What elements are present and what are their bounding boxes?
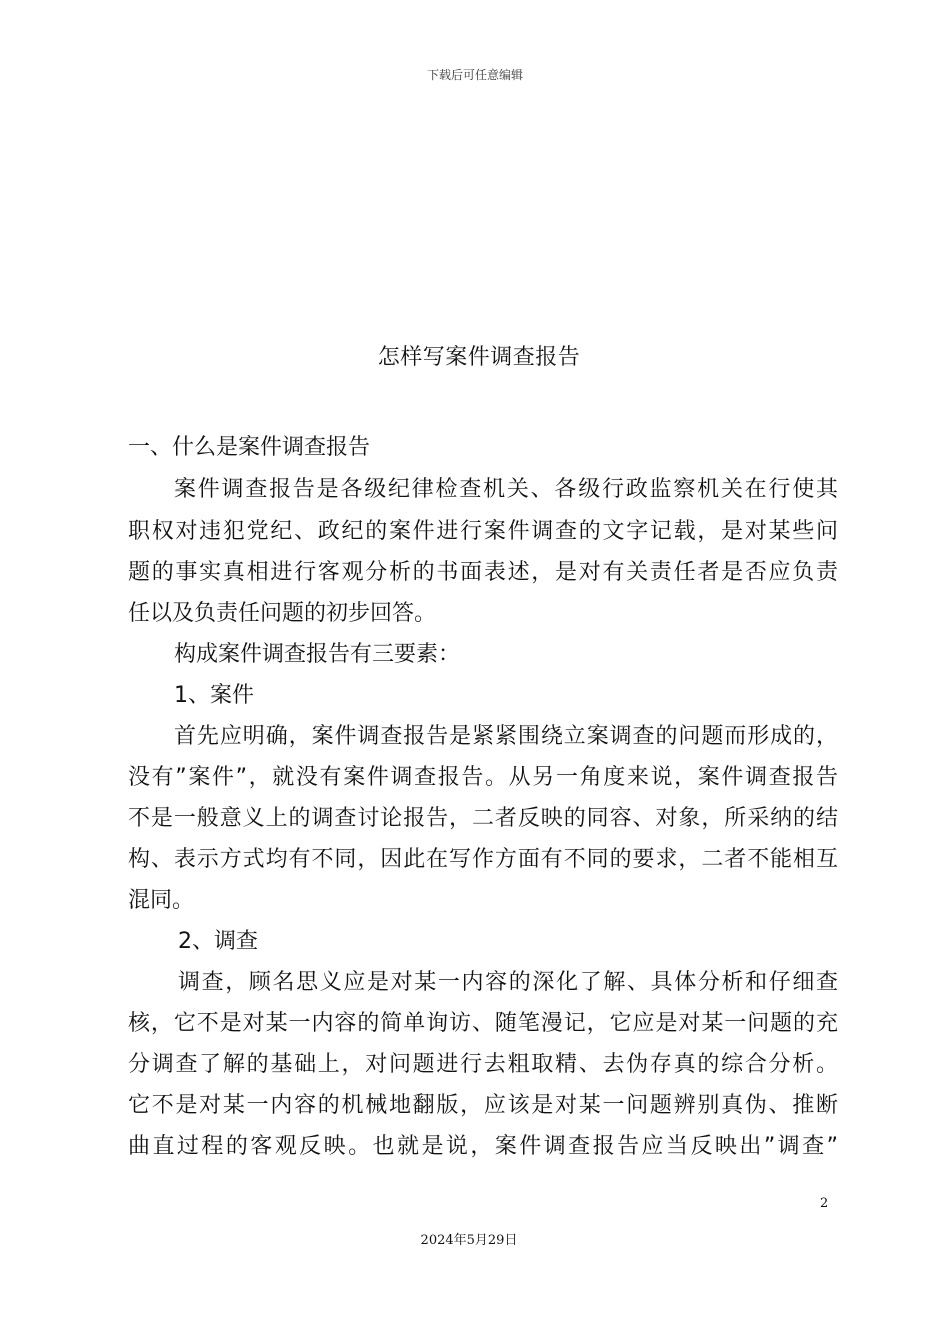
- paragraph-line: 构成案件调查报告有三要素：: [174, 642, 461, 667]
- paragraph-line: 职权对违犯党纪、政纪的案件进行案件调查的文字记载，是对某些问: [128, 519, 838, 544]
- paragraph-line: 构、表示方式均有不同，因此在写作方面有不同的要求，二者不能相互: [128, 847, 838, 872]
- paragraph-line: 核，它不是对某一内容的简单询访、随笔漫记，它应是对某一问题的充: [128, 1011, 838, 1036]
- paragraph-line: 任以及负责任问题的初步回答。: [128, 601, 437, 626]
- paragraph-line: 调查，顾名思义应是对某一内容的深化了解、具体分析和仔细查: [178, 970, 838, 995]
- header-note: 下载后可任意编辑: [426, 68, 523, 82]
- paragraph-line: 它不是对某一内容的机械地翻版，应该是对某一问题辨别真伪、推断: [128, 1093, 838, 1118]
- paragraph-line: 混同。: [128, 888, 195, 913]
- paragraph-line: 不是一般意义上的调查讨论报告，二者反映的同容、对象，所采纳的结: [128, 806, 838, 831]
- footer-date: 2024年5月29日: [420, 1233, 518, 1248]
- paragraph-line: 没有”案件”，就没有案件调查报告。从另一角度来说，案件调查报告: [128, 765, 838, 790]
- paragraph-line: 曲直过程的客观反映。也就是说，案件调查报告应当反映出”调查”: [128, 1134, 838, 1159]
- page-number: 2: [820, 1196, 829, 1211]
- item-heading: 2、调查: [178, 929, 258, 954]
- section-heading: 一、什么是案件调查报告: [128, 435, 371, 460]
- paragraph-line: 首先应明确，案件调查报告是紧紧围绕立案调查的问题而形成的，: [174, 724, 838, 749]
- paragraph-line: 案件调查报告是各级纪律检查机关、各级行政监察机关在行使其: [174, 477, 838, 502]
- paragraph-line: 题的事实真相进行客观分析的书面表述，是对有关责任者是否应负责: [128, 560, 838, 585]
- item-heading: 1、案件: [174, 683, 254, 708]
- paragraph-line: 分调查了解的基础上，对问题进行去粗取精、去伪存真的综合分析。: [128, 1052, 838, 1077]
- document-title: 怎样写案件调查报告: [377, 345, 581, 370]
